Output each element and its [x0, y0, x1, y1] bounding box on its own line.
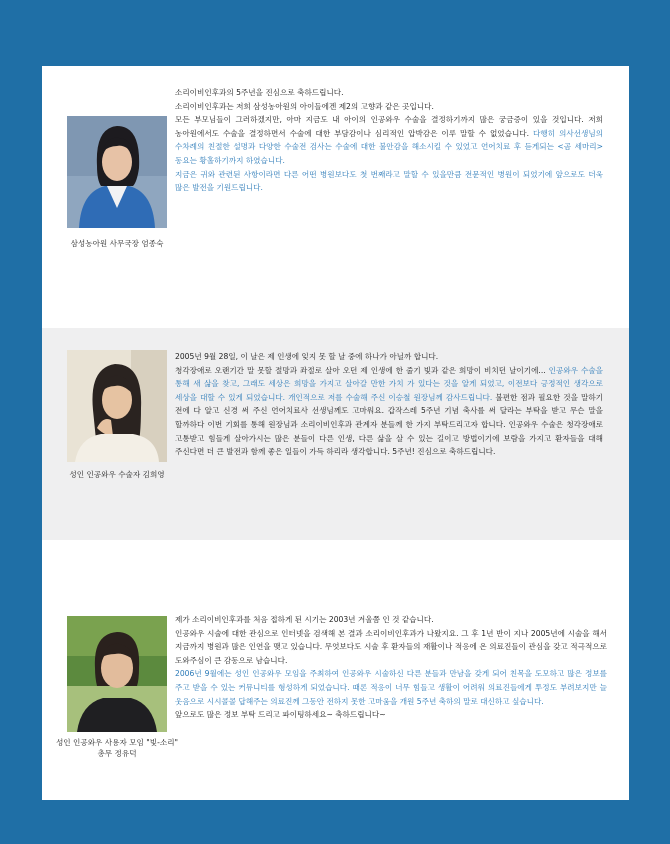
caption-1: 삼성농아원 사무국장 엄종숙	[70, 239, 164, 248]
testimonial-text-2	[175, 350, 603, 459]
paragraph: 모든 부모님들이 그러하겠지만, 아마 지금도 내 아이의 인공와우 수술을 결정하기까지 많은 궁금증이 있을 것입니다. 저희 농아원에서도 수술을 결정하면서 수술에 대한 부담감이나 심리적인 압박감은 이루 말할 수 없었습니다. 다행히 의사선생님의 수차례의 친절한 설명과 다양한 수술전 검사는 수술에 대한 불안감을 해소시킬 수 있었고 언어치료 후 듣게되는 <곰 세마리> 동요는 황홀하기까지 하였습니다.	[175, 115, 604, 165]
paragraph: 2006년 9월에는 성인 인공와우 모임을 주최하여 인공와우 시술하신 다른 분들과 만남을 갖게 되어 친목을 도모하고 많은 정보를 주고 받을 수 있는 커뮤니티를 형성하게 되었습니다. 때론 적응이 너무 힘들고 생활이 어려워 의료진들에게 투정도 부려보지만 늘 웃음으로 시시콜콜 답해주는 의료진께 그동안 전하지 못한 고마움을 개원 5주년 축하의 말로 대신하고 싶습니다.	[175, 669, 607, 706]
photo-eom-jongsuk	[67, 116, 167, 228]
letter-page	[42, 66, 629, 800]
testimonial-2	[42, 328, 629, 540]
photo-jeong-yudeok	[67, 616, 167, 732]
caption-2: 성인 인공와우 수술자 김희영	[69, 470, 165, 479]
paragraph: 인공와우 시술에 대한 관심으로 인터넷을 검색해 본 결과 소리이비인후과가 나왔지요. 그 후 1년 반이 지나 2005년에 시술을 해서 지금까지 병원과 많은 인연을 맺고 있습니다. 무엇보다도 시술 후 환자들의 재활이나 적응에 온 의료진들이 관심을 갖고 적극적으로 도와주심이 큰 감동으로 남습니다.	[175, 628, 607, 665]
testimonial-3	[42, 540, 629, 800]
caption-3: 성인 인공와우 사용자 모임 "빛-소리" 총무 정유덕	[55, 738, 179, 758]
paragraph: 앞으로도 많은 정보 부탁 드리고 파이팅하세요~ 축하드립니다~	[175, 710, 386, 720]
testimonial-text-1	[175, 86, 603, 195]
paragraph: 지금은 귀와 관련된 사항이라면 다른 어떤 병원보다도 첫 번째라고 말할 수 있을만큼 전문적인 병원이 되었기에 앞으로도 더욱 많은 발전을 기원드립니다.	[175, 169, 603, 193]
testimonial-1	[42, 66, 629, 328]
photo-kim-heeyoung	[67, 350, 167, 462]
paragraph: 소리이비인후과의 5주년을 진심으로 축하드립니다.	[175, 88, 344, 97]
paragraph: 2005년 9월 28일, 이 날은 제 인생에 잊지 못 할 날 중에 하나가 아닐까 합니다.	[175, 352, 439, 361]
paragraph: 제가 소리이비인후과를 처음 접하게 된 시기는 2003년 겨울쯤 인 것 같습니다.	[175, 615, 434, 624]
paragraph: 청각장애로 오랜기간 말 못할 절망과 좌절로 살아 오던 제 인생에 한 줄기 빛과 같은 희망이 비치던 날이기에... 인공와우 수술을 통해 새 삶을 찾고, 그래도 세상은 희망을 가지고 살아갈 만한 가치 가 있다는 것을 알게 되었고, 이전보다 긍정적인 생각으로 세상을 대할 수 있게 되었습니다. 개인적으로 저를 수술해 주신 이승철 원장님께 감사드립니다. 불편한 점과 필요한 것을 말하기 전에 다 알고 신경 써 주신 언어치료사 선생님께도 고마워요. 갑작스레 5주년 기념 축사를 써 달라는 부탁을 받고 무슨 말을 할까하다 이번 기회를 통해 원장님과 소리이비인후과 관계자 분들께 한 가지 부탁드리고자 합니다. 인공와우 수술은 청각장애로 고통받고 힘들게 살아가시는 많은 분들이 다른 인생, 다른 삶을 살 수 있는 길이고 방법이기에 보람을 가지고 환자들을 대해 주신다면 더 큰 발전과 함께 좋은 일들이 가득 하리라 생각합니다. 5주년! 진심으로 축하드립니다.	[175, 365, 604, 457]
paragraph: 소리이비인후과는 저희 삼성농아원의 아이들에겐 제2의 고향과 같은 곳입니다.	[175, 101, 434, 111]
testimonial-text-3	[175, 613, 607, 722]
